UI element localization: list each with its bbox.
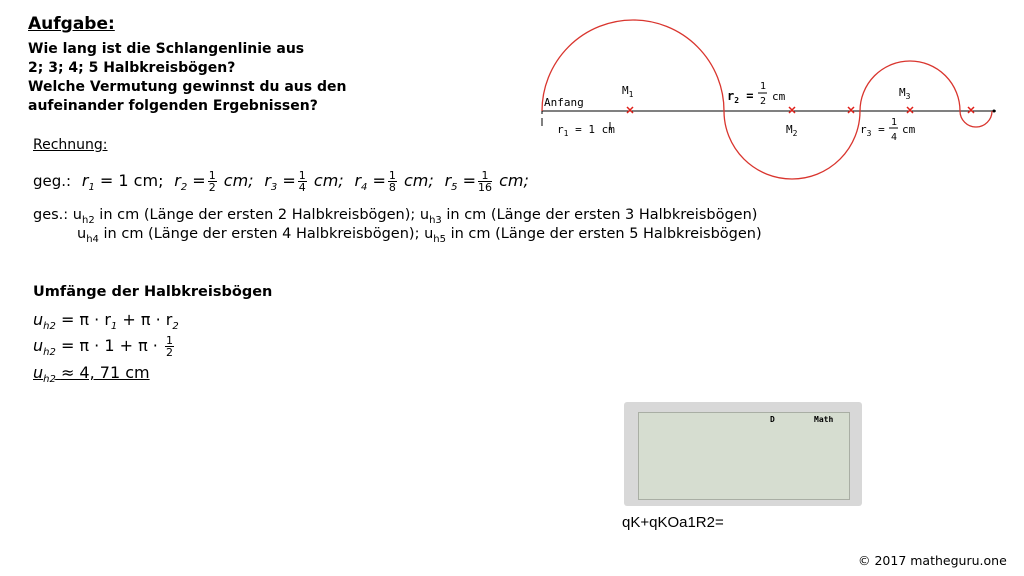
formula-3-result: $u_{h2} \approx 4$, 71 cm [33,363,150,386]
marker-m3 [907,107,913,113]
snake-line-diagram [520,10,1000,190]
formula-2: $u_{h2} = \pi \cdot 1 + \pi$ · $\frac{1}{2}$ [33,334,173,359]
center-markers [627,107,974,113]
degree-indicator: D [770,415,775,424]
arc-3 [860,61,960,111]
given-r1: $r_1 = 1$ cm; [81,171,164,194]
svg-text:1: 1 [760,81,767,92]
end-dot [993,110,996,113]
m3-label: $M_3$ [899,86,911,101]
r1-label: $r_1 = 1$ cm [557,123,615,138]
section-title: Umfänge der Halbkreisbögen [33,284,273,300]
svg-text:1: 1 [891,117,898,128]
task-title: Aufgabe: [28,14,115,34]
given-values [33,170,529,193]
question-line-1: Wie lang ist die Schlangenlinie aus [28,41,305,57]
marker-m1 [627,107,633,113]
r2-label [727,81,786,107]
r3-label [860,117,916,143]
rechnung-label: Rechnung: [33,137,108,153]
formula-1: $u_{h2} = \pi \cdot r_1 + \pi \cdot r_2$ [33,310,179,333]
anfang-label: Anfang [544,96,584,109]
m2-label: $M_2$ [786,123,798,138]
question-line-3: Welche Vermutung gewinnst du aus den [28,79,347,95]
geg-label: geg.: [33,172,72,190]
marker-extra-2 [968,107,974,113]
svg-text:2: 2 [760,96,767,107]
math-indicator: Math [814,415,834,424]
arc-2 [724,111,860,179]
calculator-screen [638,412,850,500]
svg-text:r3 =: $r_3$ = [860,123,885,138]
svg-text:4: 4 [891,132,898,143]
copyright: © 2017 matheguru.one [858,553,1007,568]
given-r3: $r_3$ = $\frac{1}{4}$ cm; [264,169,344,194]
m1-label: $M_1$ [622,84,634,99]
given-r5: $r_5$ = $\frac{1}{16}$ cm; [444,169,529,194]
marker-m2 [789,107,795,113]
given-r2: $r_2$ = $\frac{1}{2}$ cm; [174,169,254,194]
question-line-4: aufeinander folgenden Ergebnissen? [28,98,318,114]
question-line-2: 2; 3; 4; 5 Halbkreisbögen? [28,60,236,76]
key-sequence: qK+qKOa1R2= [622,514,724,531]
svg-text:cm: cm [902,123,916,136]
svg-text:r2 =: $r_2$ = [727,89,754,105]
calculator-display [624,402,862,506]
given-r4: $r_4$ = $\frac{1}{8}$ cm; [354,169,434,194]
ges-line-2: $u_{h4}$ in cm (Länge der ersten 4 Halbkreisbögen); $u_{h5}$ in cm (Länge der ersten 5 Halbkreisbögen) [77,226,762,245]
marker-extra-1 [848,107,854,113]
svg-text:cm: cm [772,90,786,103]
ges-line-1: ges.: $u_{h2}$ in cm (Länge der ersten 2 Halbkreisbögen); $u_{h3}$ in cm (Länge der ersten 3 Halbkreisbögen) [33,207,758,226]
arc-4 [960,111,992,127]
